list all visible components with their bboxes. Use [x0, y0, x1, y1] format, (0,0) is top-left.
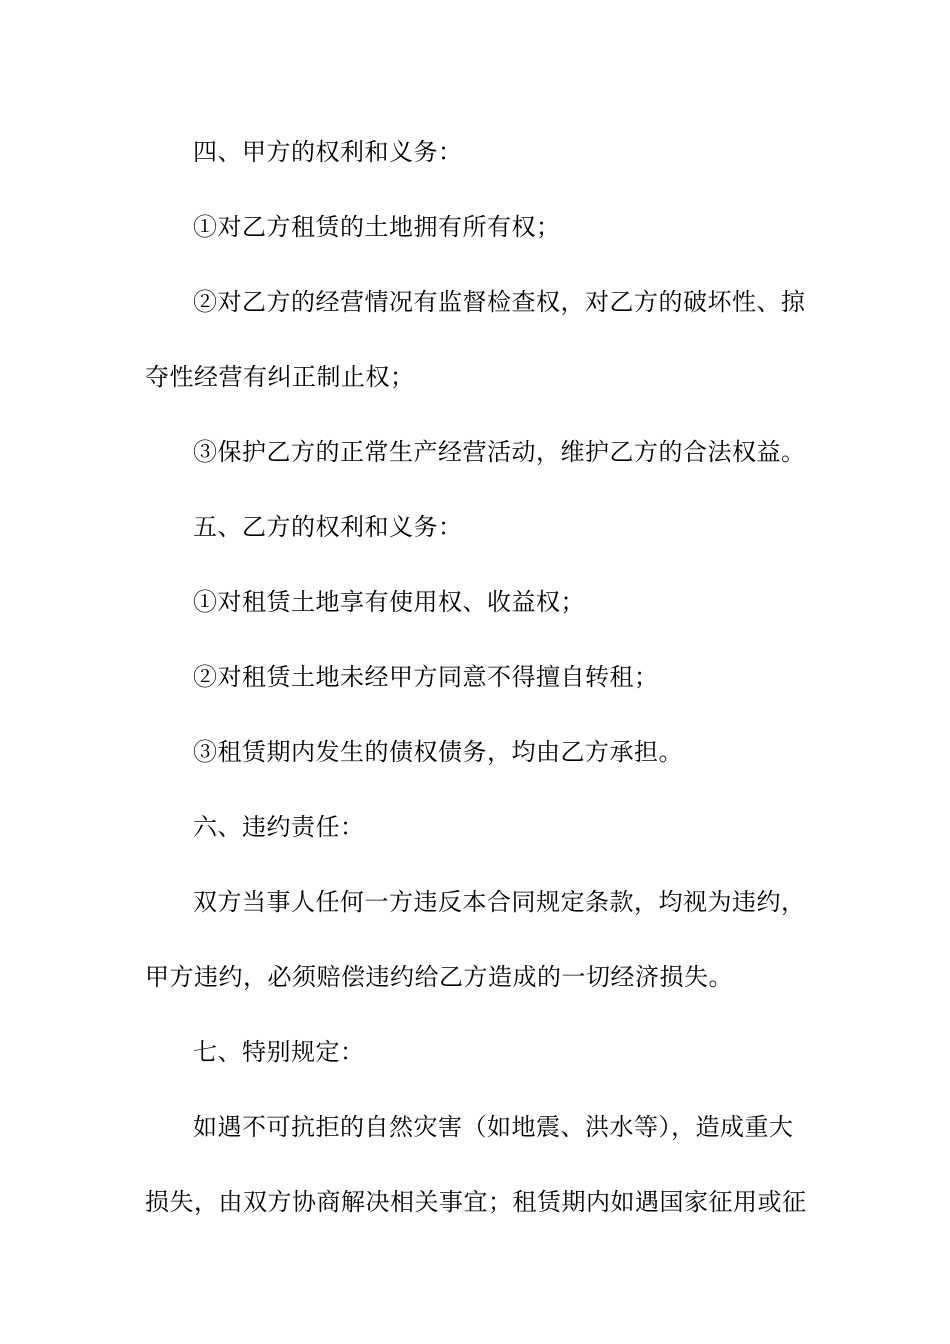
paragraph-line: 如遇不可抗拒的自然灾害（如地震、洪水等），造成重大	[193, 1113, 794, 1141]
section-heading-party-b: 五、乙方的权利和义务：	[193, 513, 463, 541]
paragraph-line: 双方当事人任何一方违反本合同规定条款，均视为违约，	[193, 888, 806, 916]
paragraph-line: ③租赁期内发生的债权债务，均由乙方承担。	[193, 738, 683, 766]
section-heading-breach: 六、违约责任：	[193, 813, 365, 841]
section-heading-special: 七、特别规定：	[193, 1038, 365, 1066]
paragraph-line: 夺性经营有纠正制止权；	[145, 363, 415, 391]
paragraph-line: 甲方违约，必须赔偿违约给乙方造成的一切经济损失。	[145, 963, 733, 991]
paragraph-line: ①对租赁土地享有使用权、收益权；	[193, 588, 585, 616]
paragraph-line: 损失，由双方协商解决相关事宜；租赁期内如遇国家征用或征	[145, 1188, 807, 1216]
paragraph-line: ②对租赁土地未经甲方同意不得擅自转租；	[193, 663, 659, 691]
paragraph-line: ②对乙方的经营情况有监督检查权，对乙方的破坏性、掠	[193, 288, 806, 316]
section-heading-party-a: 四、甲方的权利和义务：	[193, 138, 463, 166]
paragraph-line: ①对乙方租赁的土地拥有所有权；	[193, 213, 561, 241]
paragraph-line: ③保护乙方的正常生产经营活动，维护乙方的合法权益。	[193, 438, 806, 466]
